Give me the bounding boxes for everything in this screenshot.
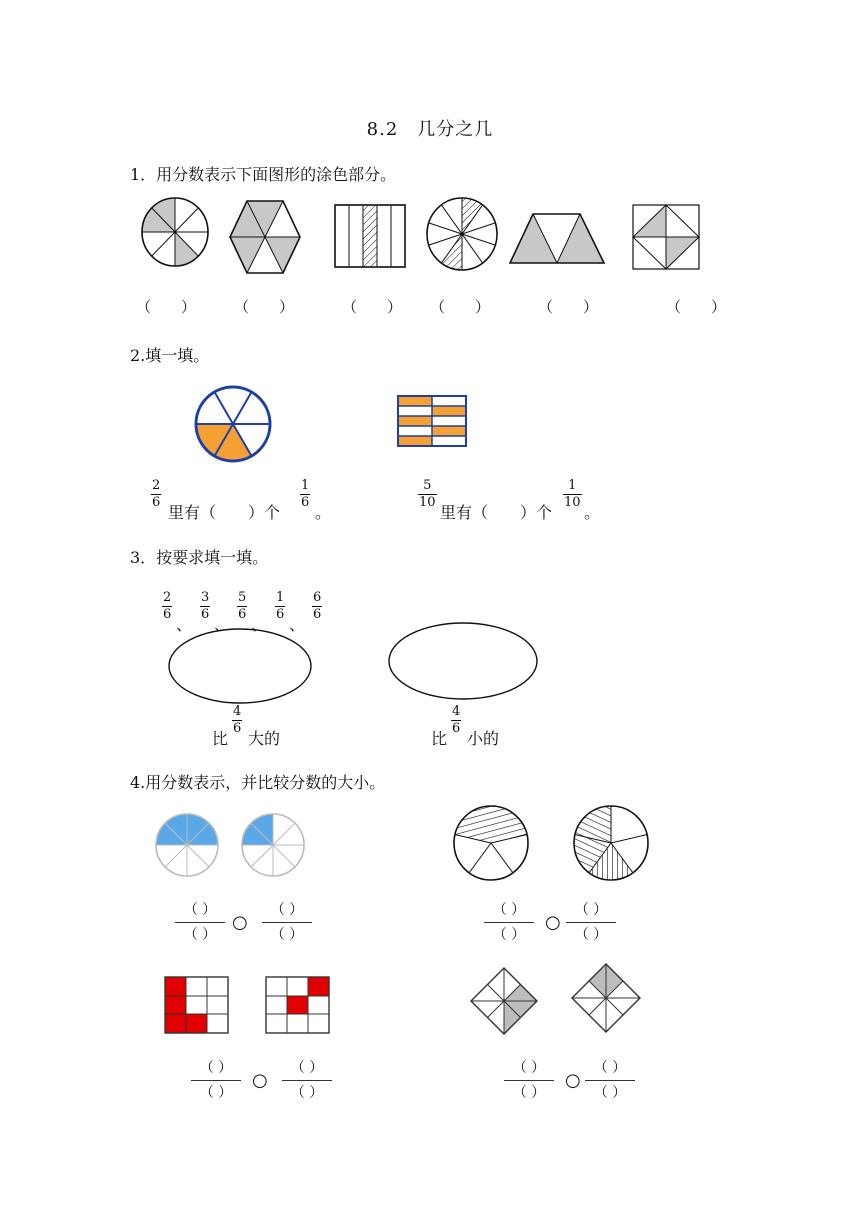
page-title: 8.2 几分之几: [366, 119, 494, 140]
question-2-prompt: 2.填一填。: [130, 346, 210, 365]
q4-blue-circle-b: [240, 812, 306, 878]
q3-label-greater-fraction: $\frac{4}{6}$: [233, 704, 242, 736]
q1-answer-5[interactable]: （ ）: [538, 298, 599, 316]
q4-blank-2b[interactable]: （ ） （ ）: [566, 898, 616, 947]
q1-rectangle-strips: [334, 204, 406, 268]
q3-fraction-1: $\frac{2}{6}$: [163, 590, 172, 622]
q4-blank-4b[interactable]: （ ） （ ）: [585, 1056, 635, 1105]
q2-circle-sixths: [194, 385, 272, 463]
q4-hatched-circle-a: [452, 804, 530, 882]
q4-hatched-circle-b: [572, 804, 650, 882]
q2-right-text: 里有（ ）个: [440, 503, 553, 522]
q4-blank-3b[interactable]: （ ） （ ）: [282, 1056, 332, 1105]
q4-blue-circle-a: [154, 812, 220, 878]
q3-separator: 、: [251, 615, 268, 634]
q1-answer-2[interactable]: （ ）: [234, 298, 295, 316]
q1-hexagon: [229, 200, 301, 274]
q2-left-text: 里有（ ）个: [168, 503, 281, 522]
q1-square-diamond: [632, 204, 700, 270]
q3-separator: 、: [176, 615, 193, 634]
q3-label-less-post: 小的: [467, 729, 500, 748]
q4-compare-circle-1[interactable]: ○: [232, 912, 248, 933]
q4-blank-3a[interactable]: （ ） （ ）: [191, 1056, 241, 1105]
q4-red-grid-a: [164, 976, 230, 1034]
q3-label-greater-pre: 比: [212, 729, 229, 748]
q1-answer-6[interactable]: （ ）: [666, 298, 727, 316]
q3-ellipse-less[interactable]: [387, 622, 539, 702]
q1-answer-4[interactable]: （ ）: [430, 298, 491, 316]
q3-fraction-3: $\frac{5}{6}$: [238, 590, 247, 622]
q4-blank-1b[interactable]: （ ） （ ）: [262, 898, 312, 947]
q3-fraction-4: $\frac{1}{6}$: [276, 590, 285, 622]
q2-right-fraction: $\frac{5}{10}$: [419, 478, 436, 510]
q2-left-fraction: $\frac{2}{6}$: [152, 478, 161, 510]
q4-compare-circle-4[interactable]: ○: [565, 1070, 581, 1091]
q4-compare-circle-3[interactable]: ○: [252, 1070, 268, 1091]
q3-fraction-5: $\frac{6}{6}$: [313, 590, 322, 622]
q4-red-grid-b: [265, 976, 331, 1034]
q2-left-period: 。: [315, 503, 332, 522]
q2-rectangle-tenths: [397, 395, 467, 447]
q4-blank-2a[interactable]: （ ） （ ）: [484, 898, 534, 947]
q3-ellipse-greater[interactable]: [167, 628, 313, 706]
q3-separator: 、: [289, 615, 306, 634]
q1-trapezoid: [509, 213, 605, 265]
q1-circle-tenths: [425, 196, 499, 272]
q2-right-unit-fraction: $\frac{1}{10}$: [564, 478, 581, 510]
q4-compare-circle-2[interactable]: ○: [545, 912, 561, 933]
q2-right-period: 。: [584, 503, 601, 522]
q1-circle-eighths: [140, 196, 210, 268]
question-3-prompt: 3．按要求填一填。: [130, 548, 269, 567]
q2-left-unit-fraction: $\frac{1}{6}$: [301, 478, 310, 510]
q1-answer-1[interactable]: （ ）: [136, 298, 197, 316]
q3-label-less-fraction: $\frac{4}{6}$: [452, 704, 461, 736]
q3-fraction-2: $\frac{3}{6}$: [201, 590, 210, 622]
q4-blank-4a[interactable]: （ ） （ ）: [504, 1056, 554, 1105]
q3-separator: 、: [214, 615, 231, 634]
q3-label-greater-post: 大的: [248, 729, 281, 748]
q4-blank-1a[interactable]: （ ） （ ）: [175, 898, 225, 947]
q1-answer-3[interactable]: （ ）: [342, 298, 403, 316]
q4-gray-diamond-a: [470, 966, 538, 1036]
question-4-prompt: 4.用分数表示，并比较分数的大小。: [130, 773, 386, 792]
q3-label-less-pre: 比: [431, 729, 448, 748]
question-1-prompt: 1．用分数表示下面图形的涂色部分。: [130, 165, 397, 184]
q4-gray-diamond-b: [570, 962, 642, 1034]
